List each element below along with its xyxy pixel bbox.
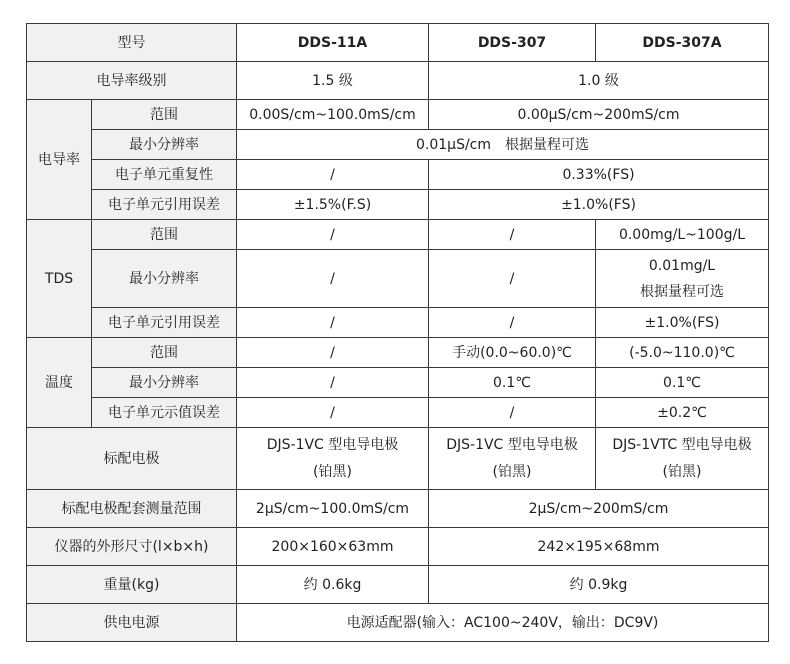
temperature-group-label: 温度 [27,338,92,428]
grade-label: 电导率级别 [27,62,237,100]
spec-table [26,23,769,642]
table-row-temp-resolution [27,368,769,398]
temp-range-dds11a: / [237,338,429,368]
table-row-cond-resolution [27,130,769,160]
power-value: 电源适配器(输入：AC100~240V，输出：DC9V) [237,604,769,642]
tds-range-label: 范围 [92,220,237,250]
power-label: 供电电源 [27,604,237,642]
cond-resolution-value: 0.01μS/cm 根据量程可选 [237,130,769,160]
temp-resolution-dds11a: / [237,368,429,398]
temp-error-dds307: / [429,398,596,428]
model-dds307: DDS-307 [429,24,596,62]
tds-group-label: TDS [27,220,92,338]
cond-error-dds11a: ±1.5%(F.S) [237,190,429,220]
electrode-dds11a [237,428,429,490]
electrode-dds307a-line2: (铂黑) [662,463,702,480]
conductivity-group-label: 电导率 [27,100,92,220]
electrode-dds307a-line1: DJS-1VTC 型电导电极 [612,436,752,453]
grade-dds307: 1.0 级 [429,62,769,100]
tds-error-label: 电子单元引用误差 [92,308,237,338]
tds-resolution-label: 最小分辨率 [92,250,237,308]
cond-repeatability-dds307: 0.33%(FS) [429,160,769,190]
table-row-electrode-range [27,490,769,528]
table-row-tds-resolution [27,250,769,308]
tds-resolution-dds307a-line1: 0.01mg/L [648,257,716,274]
tds-resolution-dds307a [596,250,769,308]
cond-range-dds307: 0.00μS/cm~200mS/cm [429,100,769,130]
table-row-electrode [27,428,769,490]
table-row-cond-repeatability [27,160,769,190]
table-row-grade [27,62,769,100]
cond-error-label: 电子单元引用误差 [92,190,237,220]
temp-resolution-label: 最小分辨率 [92,368,237,398]
temp-resolution-dds307a: 0.1℃ [596,368,769,398]
table-row-temp-error [27,398,769,428]
temp-error-dds307a: ±0.2℃ [596,398,769,428]
electrode-dds307-line1: DJS-1VC 型电导电极 [446,436,578,453]
electrode-range-dds307: 2μS/cm~200mS/cm [429,490,769,528]
temp-range-dds307: 手动(0.0~60.0)℃ [429,338,596,368]
model-label: 型号 [27,24,237,62]
table-row-tds-error [27,308,769,338]
cond-range-dds11a: 0.00S/cm~100.0mS/cm [237,100,429,130]
temp-error-dds11a: / [237,398,429,428]
temp-range-label: 范围 [92,338,237,368]
electrode-label: 标配电极 [27,428,237,490]
table-row-weight [27,566,769,604]
table-row-power [27,604,769,642]
electrode-dds307 [429,428,596,490]
table-row-tds-range [27,220,769,250]
dimensions-dds307: 242×195×68mm [429,528,769,566]
cond-error-dds307: ±1.0%(FS) [429,190,769,220]
model-dds11a: DDS-11A [237,24,429,62]
table-row-dimensions [27,528,769,566]
dimensions-label: 仪器的外形尺寸(l×b×h) [27,528,237,566]
tds-resolution-dds11a: / [237,250,429,308]
electrode-dds307-line2: (铂黑) [492,463,532,480]
table-row-header [27,24,769,62]
electrode-dds307a [596,428,769,490]
cond-repeatability-label: 电子单元重复性 [92,160,237,190]
electrode-range-dds11a: 2μS/cm~100.0mS/cm [237,490,429,528]
electrode-dds11a-line1: DJS-1VC 型电导电极 [266,436,399,453]
tds-error-dds11a: / [237,308,429,338]
cond-repeatability-dds11a: / [237,160,429,190]
cond-range-label: 范围 [92,100,237,130]
dimensions-dds11a: 200×160×63mm [237,528,429,566]
model-dds307a: DDS-307A [596,24,769,62]
tds-resolution-dds307a-line2: 根据量程可选 [640,283,724,300]
tds-error-dds307a: ±1.0%(FS) [596,308,769,338]
cond-resolution-label: 最小分辨率 [92,130,237,160]
table-row-cond-error [27,190,769,220]
weight-label: 重量(kg) [27,566,237,604]
table-row-cond-range [27,100,769,130]
electrode-dds11a-line2: (铂黑) [313,463,352,480]
weight-dds307: 约 0.9kg [429,566,769,604]
grade-dds11a: 1.5 级 [237,62,429,100]
temp-range-dds307a: (-5.0~110.0)℃ [596,338,769,368]
electrode-range-label: 标配电极配套测量范围 [27,490,237,528]
temp-error-label: 电子单元示值误差 [92,398,237,428]
weight-dds11a: 约 0.6kg [237,566,429,604]
tds-error-dds307: / [429,308,596,338]
temp-resolution-dds307: 0.1℃ [429,368,596,398]
tds-range-dds307a: 0.00mg/L~100g/L [596,220,769,250]
tds-range-dds307: / [429,220,596,250]
tds-resolution-dds307: / [429,250,596,308]
tds-range-dds11a: / [237,220,429,250]
table-row-temp-range [27,338,769,368]
